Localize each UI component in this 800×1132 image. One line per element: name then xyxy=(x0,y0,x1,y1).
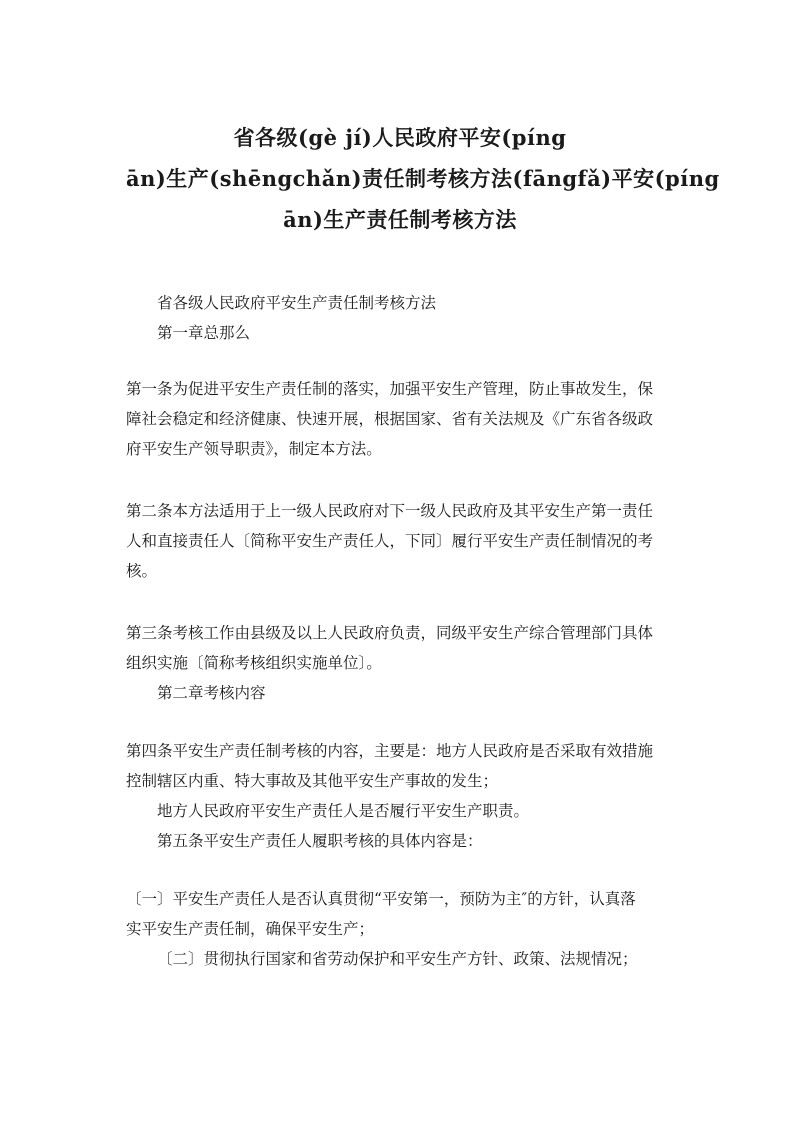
chapter-heading: 第一章总那么 xyxy=(157,324,251,342)
title-line: ān)生产责任制考核方法 xyxy=(283,207,517,232)
paragraph-line: 第三条考核工作由县级及以上人民政府负责，同级平安生产综合管理部门具体 xyxy=(126,624,654,642)
paragraph-line: 控制辖区内重、特大事故及其他平安生产事故的发生； xyxy=(126,772,499,790)
paragraph-line: 第四条平安生产责任制考核的内容，主要是：地方人民政府是否采取有效措施 xyxy=(126,742,654,760)
paragraph-line: 府平安生产领导职责》，制定本方法。 xyxy=(126,440,382,458)
article-paragraph: 第五条平安生产责任人履职考核的具体内容是： xyxy=(157,832,483,850)
chapter-heading: 第二章考核内容 xyxy=(157,684,266,702)
document-body xyxy=(126,288,674,974)
list-item: 〔二〕贯彻执行国家和省劳动保护和平安生产方针、政策、法规情况； xyxy=(157,950,638,968)
paragraph-line: 障社会稳定和经济健康、快速开展，根据国家、省有关法规及《广东省各级政 xyxy=(126,410,654,428)
article-paragraph xyxy=(126,374,674,464)
paragraph-line: 实平安生产责任制，确保平安生产； xyxy=(126,920,375,938)
article-paragraph xyxy=(126,618,674,678)
paragraph-line: 第二条本方法适用于上一级人民政府对下一级人民政府及其平安生产第一责任 xyxy=(126,502,654,520)
document-title xyxy=(126,0,720,240)
paragraph-line: 核。 xyxy=(126,562,158,580)
paragraph-line: 第一条为促进平安生产责任制的落实，加强平安生产管理，防止事故发生，保 xyxy=(126,380,654,398)
document-subtitle: 省各级人民政府平安生产责任制考核方法 xyxy=(157,294,437,312)
list-item xyxy=(126,884,674,944)
title-line: ān)生产(shēngchǎn)责任制考核方法(fāngfǎ)平安(píng xyxy=(126,166,720,191)
paragraph-line: 组织实施〔简称考核组织实施单位〕。 xyxy=(126,654,382,672)
paragraph-line: 〔一〕平安生产责任人是否认真贯彻“平安第一，预防为主″的方针，认真落 xyxy=(126,890,636,908)
article-continuation: 地方人民政府平安生产责任人是否履行平安生产职责。 xyxy=(157,802,530,820)
title-line: 省各级(gè jí)人民政府平安(píng xyxy=(233,125,567,150)
article-paragraph xyxy=(126,496,674,586)
paragraph-line: 人和直接责任人〔简称平安生产责任人，下同〕履行平安生产责任制情况的考 xyxy=(126,532,654,550)
article-paragraph xyxy=(126,736,674,796)
